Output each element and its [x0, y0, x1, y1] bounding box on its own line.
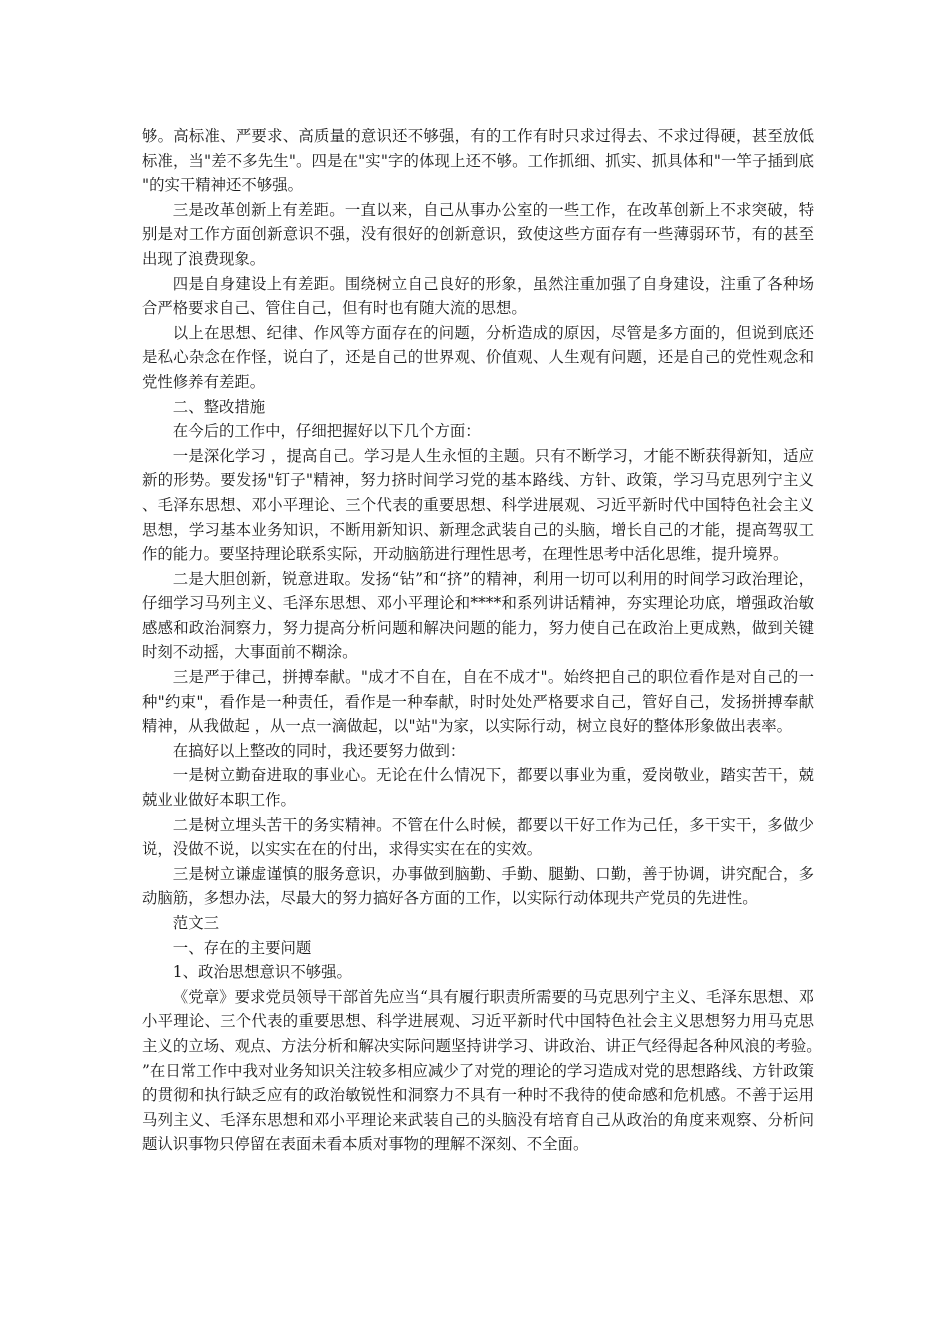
paragraph-service-awareness: 三是树立谦虚谨慎的服务意识，办事做到脑勤、手勤、腿勤、口勤，善于协调，讲究配合，多动脑筋，多想办法，尽最大的努力搞好各方面的工作，以实际行动体现共产党员的先进性。 — [142, 864, 814, 908]
paragraph-reform-gap: 三是改革创新上有差距。一直以来，自己从事办公室的一些工作，在改革创新上不求突破，特别是对工作方面创新意识不强，没有很好的创新意识，致使这些方面存有一些薄弱环节，有的甚至出现了浪费现象。 — [142, 200, 814, 268]
heading-sample-three: 范文三 — [172, 914, 219, 932]
paragraph-continuation: 够。高标准、严要求、高质量的意识还不够强，有的工作有时只求过得去、不求过得硬，甚至放低标准，当"差不多先生"。四是在"实"字的体现上还不够。工作抓细、抓实、抓具体和"一竿子插到底"的实干精神还不够强。 — [142, 127, 814, 195]
paragraph-self-building-gap: 四是自身建设上有差距。围绕树立自己良好的形象，虽然注重加强了自身建设，注重了各种场合严格要求自己、管住自己，但有时也有随大流的思想。 — [142, 274, 814, 318]
paragraph-party-constitution: 《党章》要求党员领导干部首先应当“具有履行职责所需要的马克思列宁主义、毛泽东思想、邓小平理论、三个代表的重要思想、科学进展观、习近平新时代中国特色社会主义思想努力用马克思主义的立场、观点、方法分析和解决实际问题坚持讲学习、讲政治、讲正气经得起各种风浪的考验。”在日常工作中我对业务知识关注较多相应减少了对党的理论的学习造成对党的思想路线、方针政策的贯彻和执行缺乏应有的政治敏锐性和洞察力不具有一种时不我待的使命感和危机感。不善于运用马列主义、毛泽东思想和邓小平理论来武装自己的头脑没有培育自己从政治的角度来观察、分析问题认识事物只停留在表面未看本质对事物的理解不深刻、不全面。 — [142, 987, 814, 1154]
heading-rectification-measures: 二、整改措施 — [172, 397, 266, 416]
paragraph-self-discipline: 三是严于律己，拼搏奉献。"成才不自在，自在不成才"。始终把自己的职位看作是对自己的一种"约束"，看作是一种责任，看作是一种奉献，时时处处严格要求自己，管好自己，发扬拼搏奉献精神，从我做起 ，从一点一滴做起，以"站"为家，以实际行动，树立良好的整体形象做出表率。 — [142, 668, 814, 736]
heading-political-awareness: 1、政治思想意识不够强。 — [172, 963, 352, 982]
paragraph-also-strive: 在搞好以上整改的同时，我还要努力做到： — [172, 741, 466, 760]
paragraph-intro-aspects: 在今后的工作中，仔细把握好以下几个方面： — [172, 422, 481, 441]
heading-main-problems: 一、存在的主要问题 — [172, 938, 312, 957]
document-page — [142, 124, 814, 1157]
paragraph-deepen-study: 一是深化学习 ，提高自己。学习是人生永恒的主题。只有不断学习，才能不断获得新知，适应新的形势。要发扬"钉子"精神，努力挤时间学习党的基本路线、方针、政策，学习马克思列宁主义、毛泽东思想、邓小平理论、三个代表的重要思想、科学进展观、习近平新时代中国特色社会主义思想，学习基本业务知识，不断用新知识、新理念武装自己的头脑，增长自己的才能，提高驾驭工作的能力。要坚持理论联系实际，开动脑筋进行理性思考，在理性思考中活化思维，提升境界。 — [142, 446, 814, 564]
paragraph-diligent-career: 一是树立勤奋进取的事业心。无论在什么情况下，都要以事业为重，爱岗敬业，踏实苦干，兢兢业业做好本职工作。 — [142, 766, 814, 810]
paragraph-pragmatic-spirit: 二是树立埋头苦干的务实精神。不管在什么时候，都要以干好工作为己任，多干实干，多做少说，没做不说，以实实在在的付出，求得实实在在的实效。 — [142, 815, 814, 859]
paragraph-cause-analysis: 以上在思想、纪律、作风等方面存在的问题，分析造成的原因，尽管是多方面的，但说到底还是私心杂念在作怪，说白了，还是自己的世界观、价值观、人生观有问题，还是自己的党性观念和党性修养有差距。 — [142, 323, 814, 391]
paragraph-bold-innovation: 二是大胆创新，锐意进取。发扬“钻”和“挤”的精神，利用一切可以利用的时间学习政治理论，仔细学习马列主义、毛泽东思想、邓小平理论和****和系列讲话精神，夯实理论功底，增强政治敏感感和政治洞察力，努力提高分析问题和解决问题的能力，努力使自己在政治上更成熟，做到关键时刻不动摇，大事面前不糊涂。 — [142, 569, 814, 662]
